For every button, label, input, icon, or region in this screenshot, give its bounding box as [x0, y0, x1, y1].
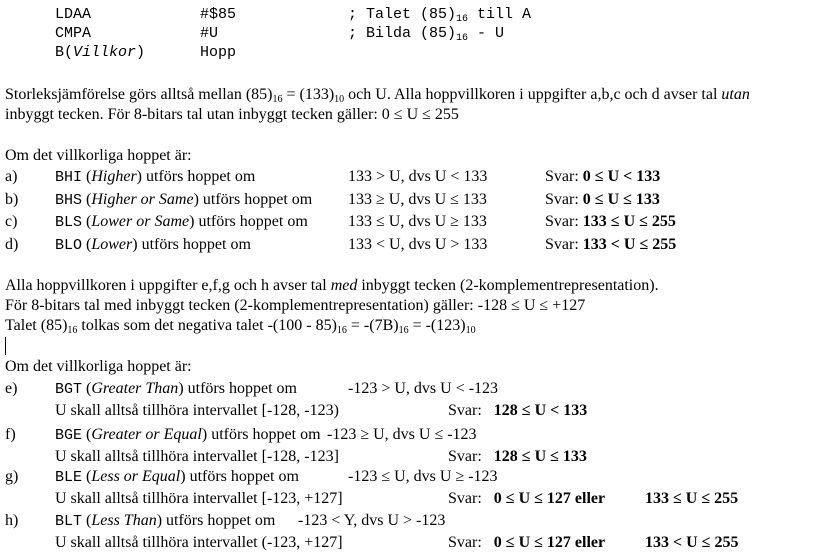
item-letter: e): [5, 380, 18, 397]
item-answer-alt: 133 < U ≤ 255: [645, 534, 739, 551]
item-answer: Svar: 0 ≤ U < 133: [545, 168, 661, 185]
text-cursor: [5, 337, 6, 355]
code-arg-2: #U: [200, 25, 219, 42]
item-letter: f): [5, 426, 16, 443]
item-letter: a): [5, 168, 18, 185]
item-answer: Svar: 128 ≤ U < 133: [448, 402, 588, 419]
item-answer: Svar: 0 ≤ U ≤ 133: [545, 191, 660, 208]
item-description: BLE (Less or Equal) utförs hoppet om: [55, 468, 299, 486]
item-description: BLT (Less Than) utförs hoppet om: [55, 512, 276, 530]
item-condition: 133 ≥ U, dvs U ≤ 133: [348, 191, 487, 208]
code-arg-3: Hopp: [200, 44, 237, 61]
item-letter: d): [5, 236, 19, 253]
heading-unsigned: Om det villkorliga hoppet är:: [5, 147, 192, 164]
item-condition: -123 ≥ U, dvs U ≤ -123: [327, 426, 477, 443]
item-condition: -123 ≤ U, dvs U ≥ -123: [348, 468, 498, 485]
code-op-3: B(Villkor): [55, 44, 146, 61]
code-comment-2: ; Bilda $(85)_{16}$ - U: [348, 25, 505, 44]
item-condition: -123 < Y, dvs U > -123: [298, 512, 446, 529]
item-interval: U skall alltså tillhöra intervallet [-128, -123]: [55, 448, 339, 465]
item-answer: Svar: 0 ≤ U ≤ 127 eller: [448, 534, 606, 551]
intro-line-1: Storleksjämförelse görs alltså mellan $(85)_{16} = (133)_{10}$ och U. Alla hoppvillkoren i uppgifter a,b,c och d avser tal utan: [5, 86, 750, 105]
item-interval: U skall alltså tillhöra intervallet (-123, +127]: [55, 534, 343, 551]
item-condition: 133 < U, dvs U > 133: [348, 236, 488, 253]
item-answer: Svar: 0 ≤ U ≤ 127 eller: [448, 490, 606, 507]
code-comment-1: ; Talet $(85)_{16}$ till A: [348, 6, 532, 25]
item-answer: Svar: 133 ≤ U ≤ 255: [545, 213, 676, 230]
item-condition: 133 > U, dvs U < 133: [348, 168, 488, 185]
item-description: BHS (Higher or Same) utförs hoppet om: [55, 191, 313, 209]
item-condition: -123 > U, dvs U < -123: [348, 380, 499, 397]
item-answer-alt: 133 ≤ U ≤ 255: [645, 490, 739, 507]
code-op-2: CMPA: [55, 25, 92, 42]
item-description: BLO (Lower) utförs hoppet om: [55, 236, 251, 254]
intro-line-2: inbyggt tecken. För 8-bitars tal utan inbyggt tecken gäller: 0 ≤ U ≤ 255: [5, 106, 459, 123]
item-letter: c): [5, 213, 18, 230]
signed-intro-line-2: För 8-bitars tal med inbyggt tecken (2-komplementrepresentation) gäller: -128 ≤ U ≤ +127: [5, 297, 586, 314]
code-arg-1: #$85: [200, 6, 237, 23]
item-letter: b): [5, 191, 19, 208]
item-description: BLS (Lower or Same) utförs hoppet om: [55, 213, 308, 231]
signed-intro-line-3: Talet $(85)_{16}$ tolkas som det negativa talet $-(100 - 85)_{16} = -(7B)_{16} = -(123)_{10}$: [5, 317, 476, 336]
heading-signed: Om det villkorliga hoppet är:: [5, 358, 192, 375]
item-description: BGE (Greater or Equal) utförs hoppet om: [55, 426, 321, 444]
code-op-1: LDAA: [55, 6, 92, 23]
item-condition: 133 ≤ U, dvs U ≥ 133: [348, 213, 487, 230]
item-description: BGT (Greater Than) utförs hoppet om: [55, 380, 297, 398]
item-interval: U skall alltså tillhöra intervallet [-123, +127]: [55, 490, 343, 507]
item-letter: g): [5, 468, 19, 485]
item-description: BHI (Higher) utförs hoppet om: [55, 168, 256, 186]
signed-intro-line-1: Alla hoppvillkoren i uppgifter e,f,g och h avser tal med inbyggt tecken (2-komplementrepresentation).: [5, 277, 659, 294]
item-answer: Svar: 128 ≤ U ≤ 133: [448, 448, 587, 465]
item-letter: h): [5, 512, 19, 529]
item-interval: U skall alltså tillhöra intervallet [-128, -123): [55, 402, 339, 419]
item-answer: Svar: 133 < U ≤ 255: [545, 236, 677, 253]
